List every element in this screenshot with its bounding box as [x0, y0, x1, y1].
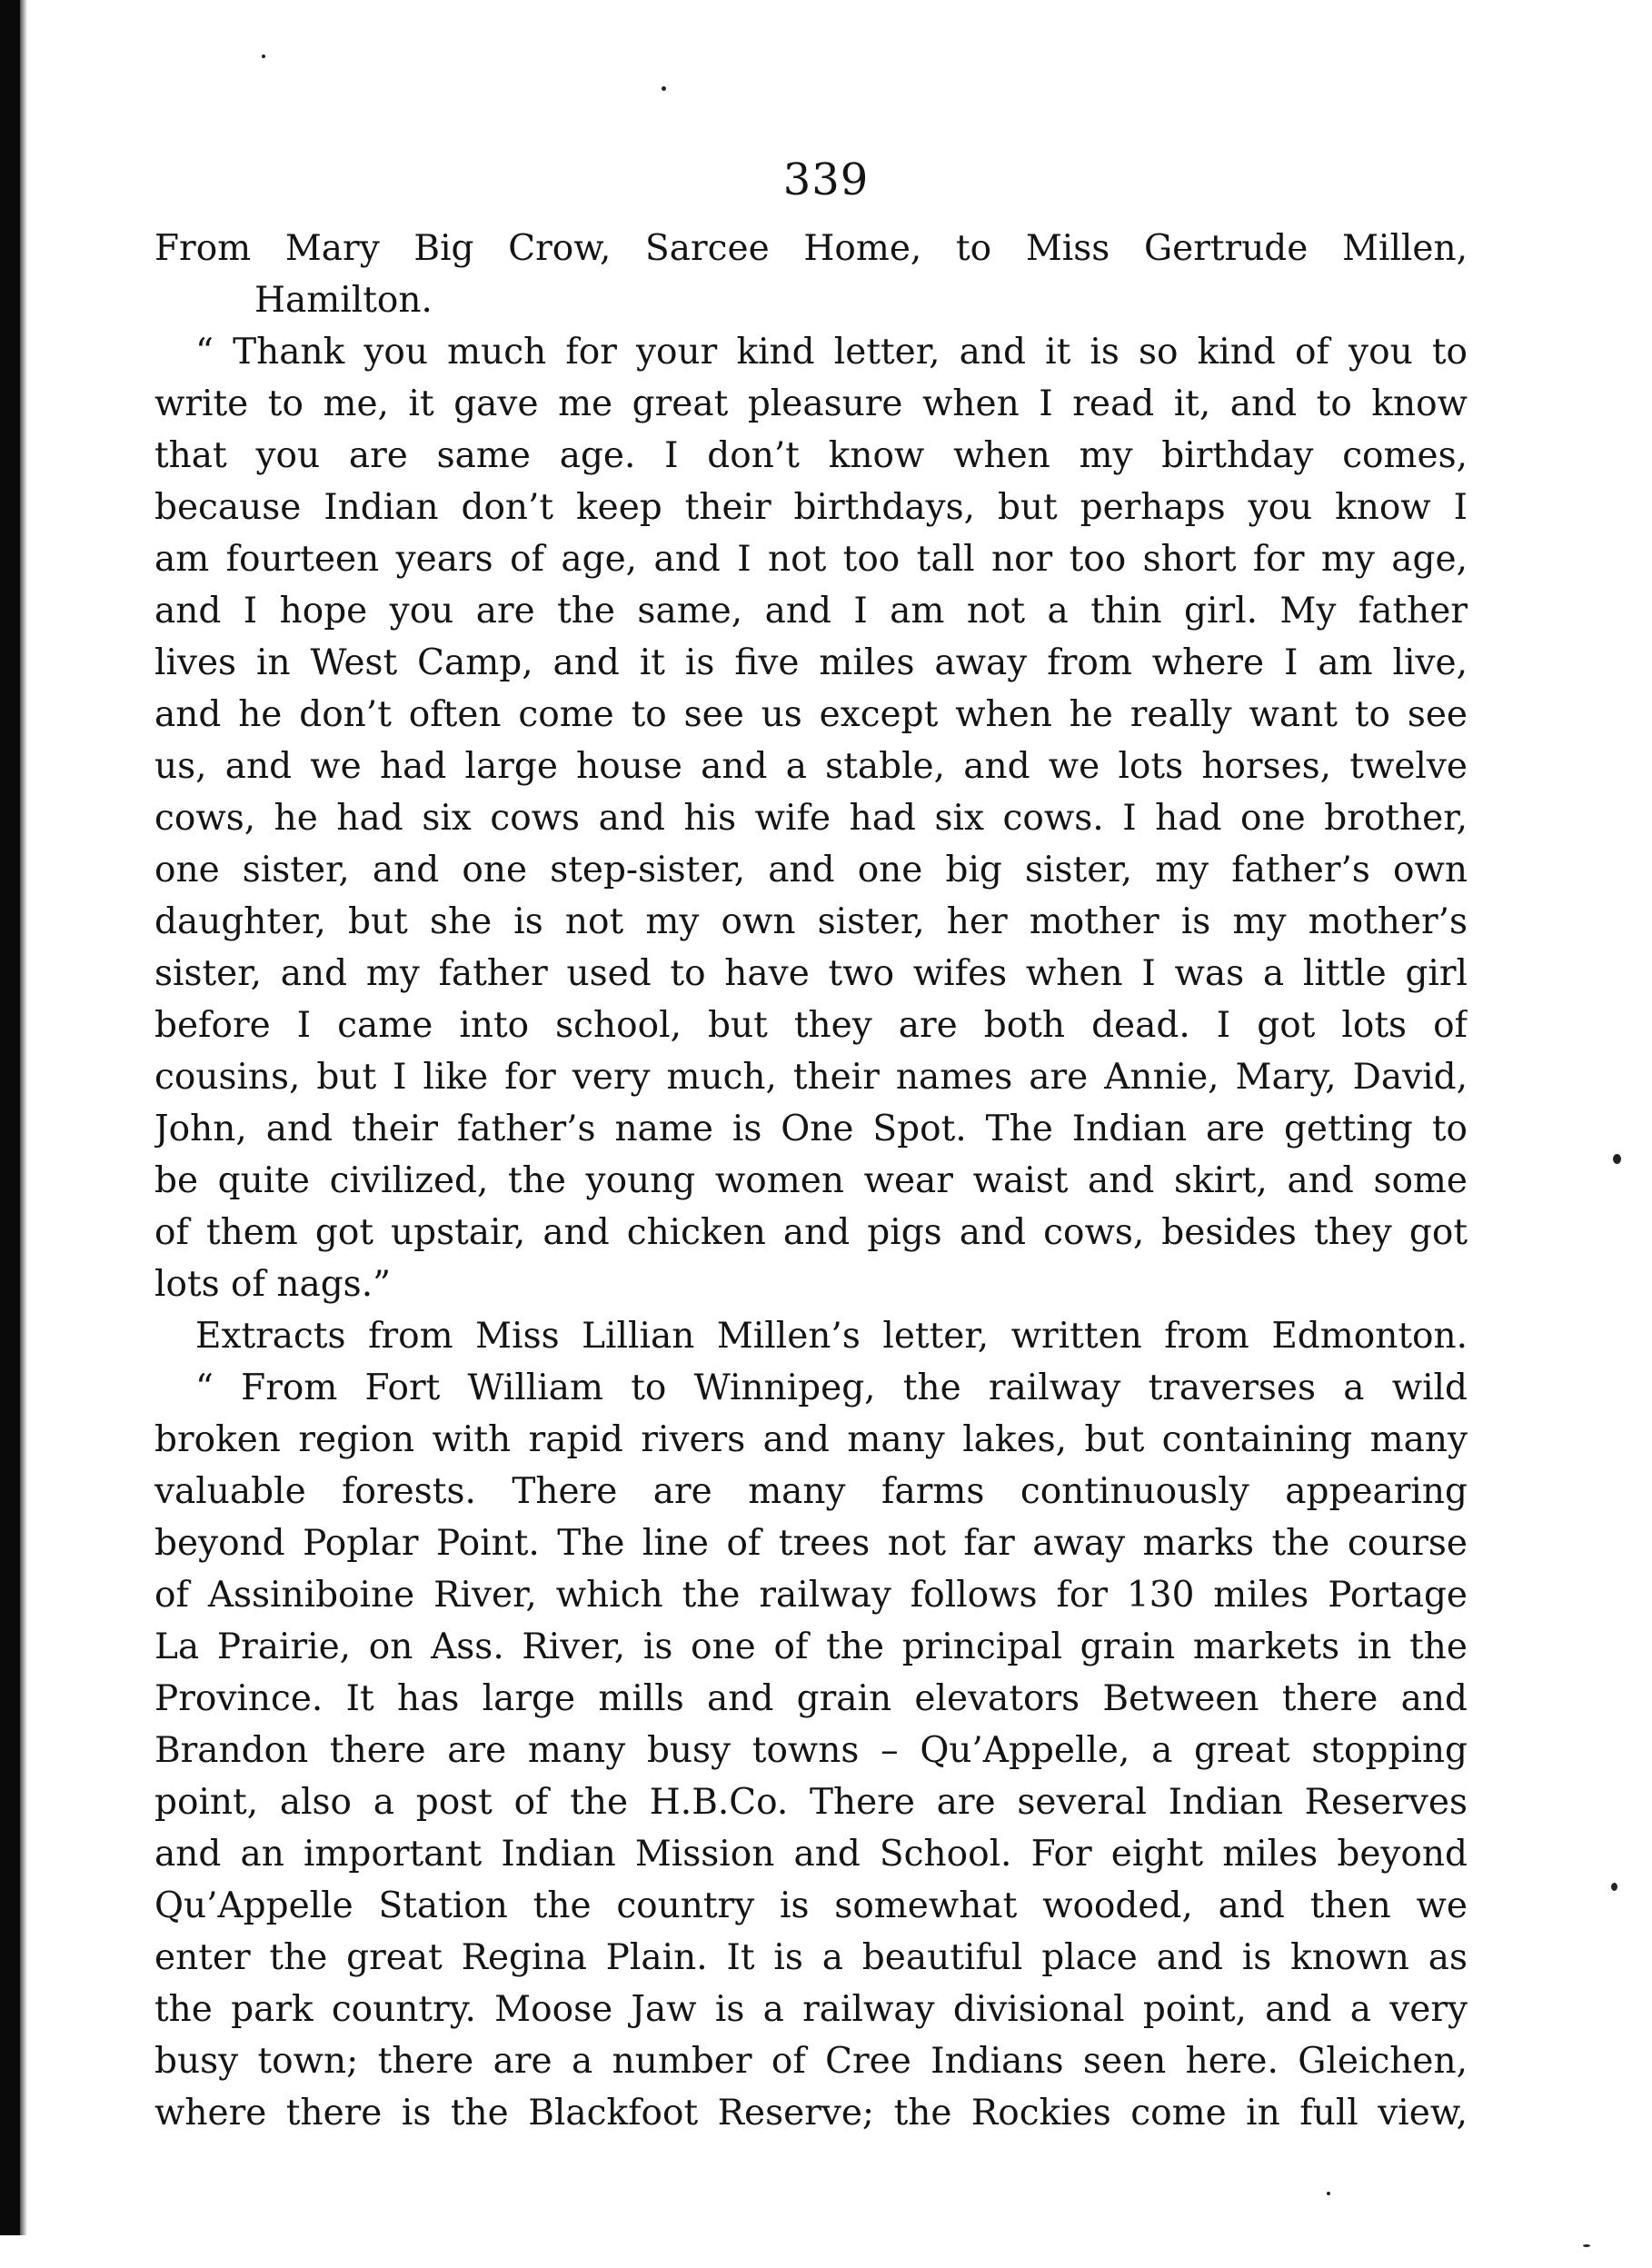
text-line: “ Thank you much for your kind letter, and it is so kind of you to	[195, 332, 1468, 373]
text-line: am fourteen years of age, and I not too tall nor too short for my age,	[154, 539, 1468, 580]
text-line: enter the great Regina Plain. It is a beautiful place and is known as	[154, 1937, 1468, 1978]
text-line: where there is the Blackfoot Reserve; the Rockies come in full view,	[154, 2093, 1468, 2134]
text-line: From Mary Big Crow, Sarcee Home, to Miss Gertrude Millen,	[154, 228, 1468, 269]
text-line: and I hope you are the same, and I am not a thin girl. My father	[154, 591, 1468, 632]
text-line: before I came into school, but they are both dead. I got lots of	[154, 1005, 1468, 1046]
scan-speck	[1611, 1883, 1617, 1891]
text-line: sister, and my father used to have two wifes when I was a little girl	[154, 953, 1468, 994]
text-line: John, and their father’s name is One Spot. The Indian are getting to	[154, 1109, 1468, 1149]
text-line: Hamilton.	[254, 280, 433, 321]
binding-shadow-gradient	[20, 0, 27, 2235]
text-line: one sister, and one step-sister, and one big sister, my father’s own	[154, 850, 1468, 890]
scan-speck	[262, 55, 265, 58]
text-line: and an important Indian Mission and School. For eight miles beyond	[154, 1834, 1468, 1875]
text-line: that you are same age. I don’t know when my birthday comes,	[154, 435, 1468, 476]
text-line: Extracts from Miss Lillian Millen’s letter, written from Edmonton.	[195, 1316, 1468, 1357]
text-line: lives in West Camp, and it is five miles away from where I am live,	[154, 642, 1468, 683]
scan-speck	[1327, 2192, 1330, 2195]
text-line: because Indian don’t keep their birthdays, but perhaps you know I	[154, 487, 1468, 528]
text-line: daughter, but she is not my own sister, her mother is my mother’s	[154, 901, 1468, 942]
scan-speck	[1613, 1154, 1621, 1164]
text-line: write to me, it gave me great pleasure when I read it, and to know	[154, 383, 1468, 424]
page-number: 339	[782, 154, 870, 205]
text-line: busy town; there are a number of Cree Indians seen here. Gleichen,	[154, 2041, 1468, 2082]
text-line: be quite civilized, the young women wear waist and skirt, and some	[154, 1160, 1468, 1201]
binding-shadow	[0, 0, 20, 2235]
text-line: and he don’t often come to see us except when he really want to see	[154, 694, 1468, 735]
text-line: “ From Fort William to Winnipeg, the railway traverses a wild	[195, 1368, 1468, 1408]
text-line: cows, he had six cows and his wife had six cows. I had one brother,	[154, 798, 1468, 839]
text-line: La Prairie, on Ass. River, is one of the principal grain markets in the	[154, 1626, 1468, 1667]
text-line: Qu’Appelle Station the country is somewhat wooded, and then we	[154, 1885, 1468, 1926]
scan-speck	[1583, 2244, 1590, 2247]
scan-speck	[662, 86, 666, 91]
text-line: broken region with rapid rivers and many lakes, but containing many	[154, 1419, 1468, 1460]
text-line: Brandon there are many busy towns – Qu’Appelle, a great stopping	[154, 1730, 1468, 1771]
text-line: Province. It has large mills and grain elevators Between there and	[154, 1678, 1468, 1719]
text-line: the park country. Moose Jaw is a railway divisional point, and a very	[154, 1989, 1468, 2030]
text-line: lots of nags.”	[154, 1264, 392, 1305]
body-text	[154, 223, 1468, 2139]
text-line: cousins, but I like for very much, their names are Annie, Mary, David,	[154, 1057, 1468, 1098]
text-line: point, also a post of the H.B.Co. There are several Indian Reserves	[154, 1782, 1468, 1823]
text-line: us, and we had large house and a stable, and we lots horses, twelve	[154, 746, 1468, 787]
text-line: of them got upstair, and chicken and pigs and cows, besides they got	[154, 1212, 1468, 1253]
text-line: of Assiniboine River, which the railway follows for 130 miles Portage	[154, 1575, 1468, 1616]
text-line: valuable forests. There are many farms continuously appearing	[154, 1471, 1468, 1512]
text-line: beyond Poplar Point. The line of trees not far away marks the course	[154, 1523, 1468, 1564]
